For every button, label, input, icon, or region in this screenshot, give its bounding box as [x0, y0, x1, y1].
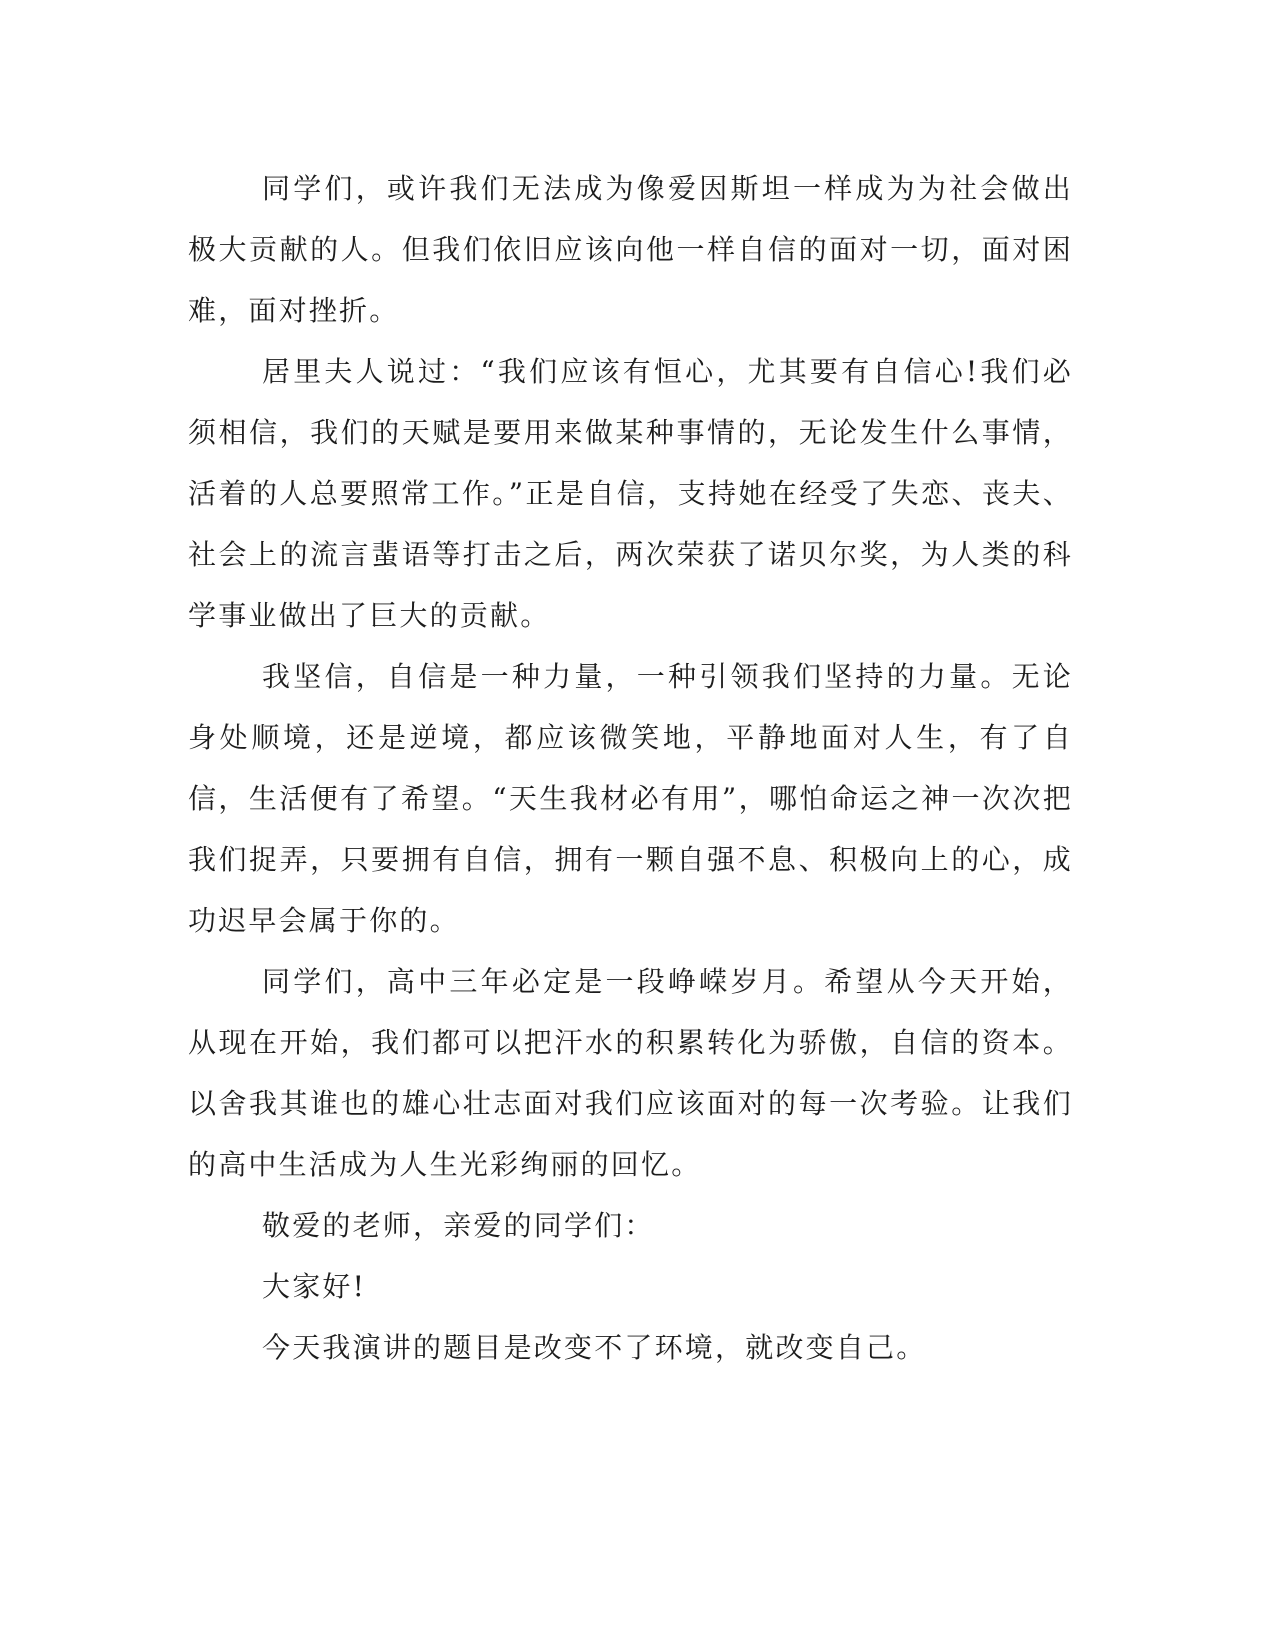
paragraph: 同学们，或许我们无法成为像爱因斯坦一样成为为社会做出极大贡献的人。但我们依旧应该向他一样自信的面对一切，面对困难，面对挫折。 — [188, 172, 1073, 327]
paragraph: 同学们，高中三年必定是一段峥嵘岁月。希望从今天开始，从现在开始，我们都可以把汗水的积累转化为骄傲，自信的资本。以舍我其谁也的雄心壮志面对我们应该面对的每一次考验。让我们的高中生活成为人生光彩绚丽的回忆。 — [188, 965, 1073, 1181]
greeting: 大家好! — [262, 1270, 367, 1303]
paragraph: 居里夫人说过：“我们应该有恒心，尤其要有自信心!我们必须相信，我们的天赋是要用来做某种事情的，无论发生什么事情，活着的人总要照常工作。”正是自信，支持她在经受了失恋、丧夫、社会上的流言蜚语等打击之后，两次荣获了诺贝尔奖，为人类的科学事业做出了巨大的贡献。 — [188, 355, 1073, 632]
paragraph: 我坚信，自信是一种力量，一种引领我们坚持的力量。无论身处顺境，还是逆境，都应该微笑地，平静地面对人生，有了自信，生活便有了希望。“天生我材必有用”，哪怕命运之神一次次把我们捉弄，只要拥有自信，拥有一颗自强不息、积极向上的心，成功迟早会属于你的。 — [188, 660, 1073, 937]
document-body — [188, 158, 1073, 1378]
salutation: 敬爱的老师，亲爱的同学们： — [262, 1209, 655, 1242]
speech-topic: 今天我演讲的题目是改变不了环境，就改变自己。 — [262, 1331, 927, 1364]
